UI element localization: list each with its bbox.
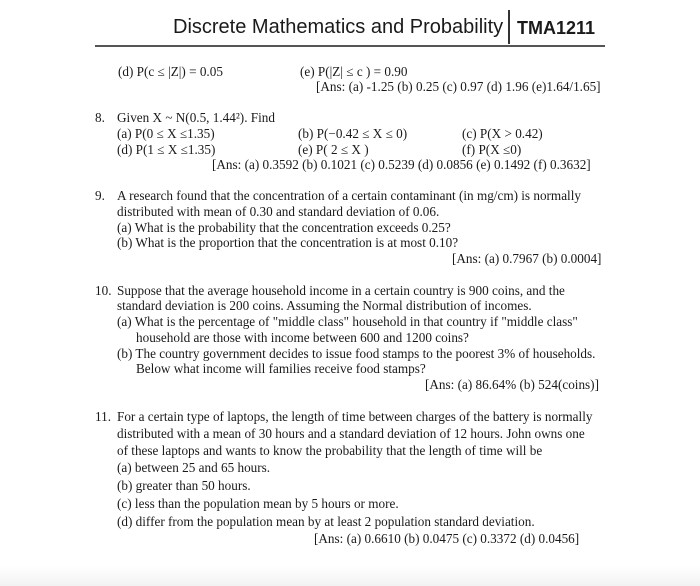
q11-number: 11. [95,409,111,424]
q10-line: Suppose that the average household income in a certain country is 900 coins, and the [117,283,565,298]
q11-line: For a certain type of laptops, the length of time between charges of the battery is normally [117,409,593,424]
q11-part-d: (d) differ from the population mean by at least 2 population standard deviation. [117,514,535,529]
q11-line: distributed with a mean of 30 hours and a standard deviation of 12 hours. John owns one [117,426,585,441]
q8-part-a: (a) P(0 ≤ X ≤1.35) [117,126,215,141]
q10-part-b-line: (b) The country government decides to issue food stamps to the poorest 3% of households. [117,346,596,361]
q8-part-f: (f) P(X ≤0) [462,142,522,157]
prev-question-answer: [Ans: (a) -1.25 (b) 0.25 (c) 0.97 (d) 1.96 (e)1.64/1.65] [316,79,601,94]
q11-part-b: (b) greater than 50 hours. [117,478,251,493]
header-rule [95,45,605,47]
header-divider [508,10,510,44]
q11-part-a: (a) between 25 and 65 hours. [117,460,271,475]
q9-part-a: (a) What is the probability that the concentration exceeds 0.25? [117,220,451,235]
q11-part-c: (c) less than the population mean by 5 hours or more. [117,496,399,511]
q11-line: of these laptops and wants to know the probability that the length of time will be [117,443,543,458]
q9-answer: [Ans: (a) 0.7967 (b) 0.0004] [452,251,602,266]
q10-part-a-line: (a) What is the percentage of "middle class" household in that country if "middle class" [117,314,578,329]
q9-line: distributed with mean of 0.30 and standard deviation of 0.06. [117,204,440,219]
q8-stem: Given X ~ N(0.5, 1.44²). Find [117,110,275,125]
q9-number: 9. [95,188,105,203]
q8-answer: [Ans: (a) 0.3592 (b) 0.1021 (c) 0.5239 (d) 0.0856 (e) 0.1492 (f) 0.3632] [212,157,591,172]
q9-line: A research found that the concentration of a certain contaminant (in mg/cm) is normally [117,188,581,203]
q10-line: standard deviation is 200 coins. Assuming the Normal distribution of incomes. [117,298,532,313]
q10-part-b-line: Below what income will families receive food stamps? [136,361,426,376]
bottom-shade [0,566,700,586]
prev-question-part-d: (d) P(c ≤ |Z|) = 0.05 [118,64,223,79]
q8-number: 8. [95,110,105,125]
q10-number: 10. [95,283,112,298]
q8-part-e: (e) P( 2 ≤ X ) [298,142,369,157]
q9-part-b: (b) What is the proportion that the concentration is at most 0.10? [117,235,459,250]
course-title: Discrete Mathematics and Probability [173,16,504,38]
q10-part-a-line: household are those with income between 600 and 1200 coins? [136,330,469,345]
q10-answer: [Ans: (a) 86.64% (b) 524(coins)] [425,377,599,392]
q11-answer: [Ans: (a) 0.6610 (b) 0.0475 (c) 0.3372 (d) 0.0456] [314,531,580,546]
q8-part-c: (c) P(X > 0.42) [462,126,543,141]
page-header [95,6,605,44]
prev-question-part-e: (e) P(|Z| ≤ c ) = 0.90 [300,64,408,79]
course-code: TMA1211 [517,18,596,38]
q8-part-b: (b) P(−0.42 ≤ X ≤ 0) [298,126,408,141]
q8-part-d: (d) P(1 ≤ X ≤1.35) [117,142,216,157]
